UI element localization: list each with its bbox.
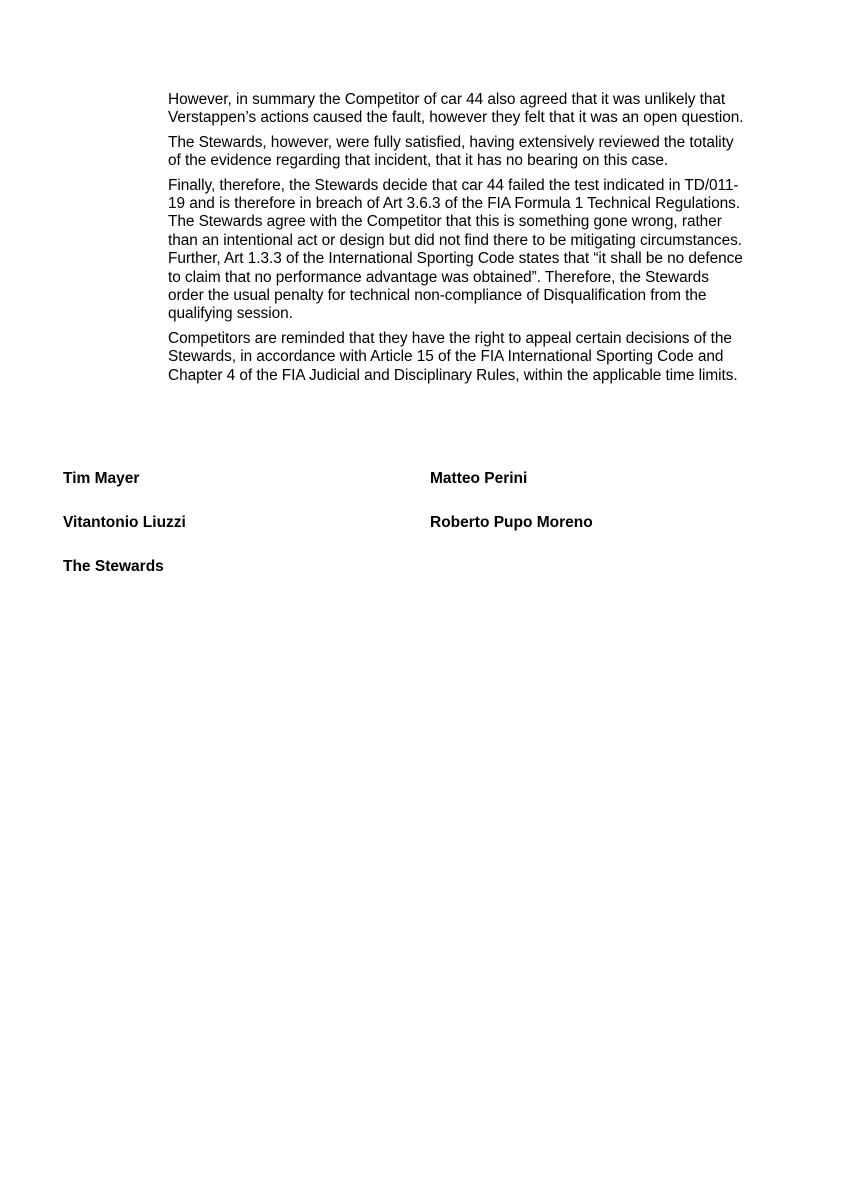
closing-the-stewards: The Stewards	[63, 558, 164, 575]
signatory-roberto-pupo-moreno: Roberto Pupo Moreno	[430, 514, 593, 531]
signatory-tim-mayer: Tim Mayer	[63, 470, 140, 487]
paragraph-stewards-satisfied: The Stewards, however, were fully satisfied, having extensively reviewed the totality of the evidence regarding that incident, that it has no bearing on this case.	[168, 133, 734, 170]
decision-body	[168, 91, 798, 391]
signatory-matteo-perini: Matteo Perini	[430, 470, 528, 487]
paragraph-summary: However, in summary the Competitor of car 44 also agreed that it was unlikely that Verstappen’s actions caused the fault, however they felt that it was an open question.	[168, 91, 744, 127]
paragraph-decision: Finally, therefore, the Stewards decide that car 44 failed the test indicated in TD/011- 19 and is therefore in breach of Art 3.6.3 of the FIA Formula 1 Technical Regulations. The Stewards agree with the Competitor that this is something gone wrong, rather than an intentional act or design but did not find there to be mitigating circumstances. Further, Art 1.3.3 of the International Sporting Code states that “it shall be no defence to claim that no performance advantage was obtained”. Therefore, the Stewards order the usual penalty for technical non-compliance of Disqualification from the qualifying session.	[168, 176, 743, 323]
signatory-vitantonio-liuzzi: Vitantonio Liuzzi	[63, 514, 186, 531]
paragraph-appeal-notice: Competitors are reminded that they have the right to appeal certain decisions of the Stewards, in accordance with Article 15 of the FIA International Sporting Code and Chapter 4 of the FIA Judicial and Disciplinary Rules, within the applicable time limits.	[168, 329, 738, 384]
